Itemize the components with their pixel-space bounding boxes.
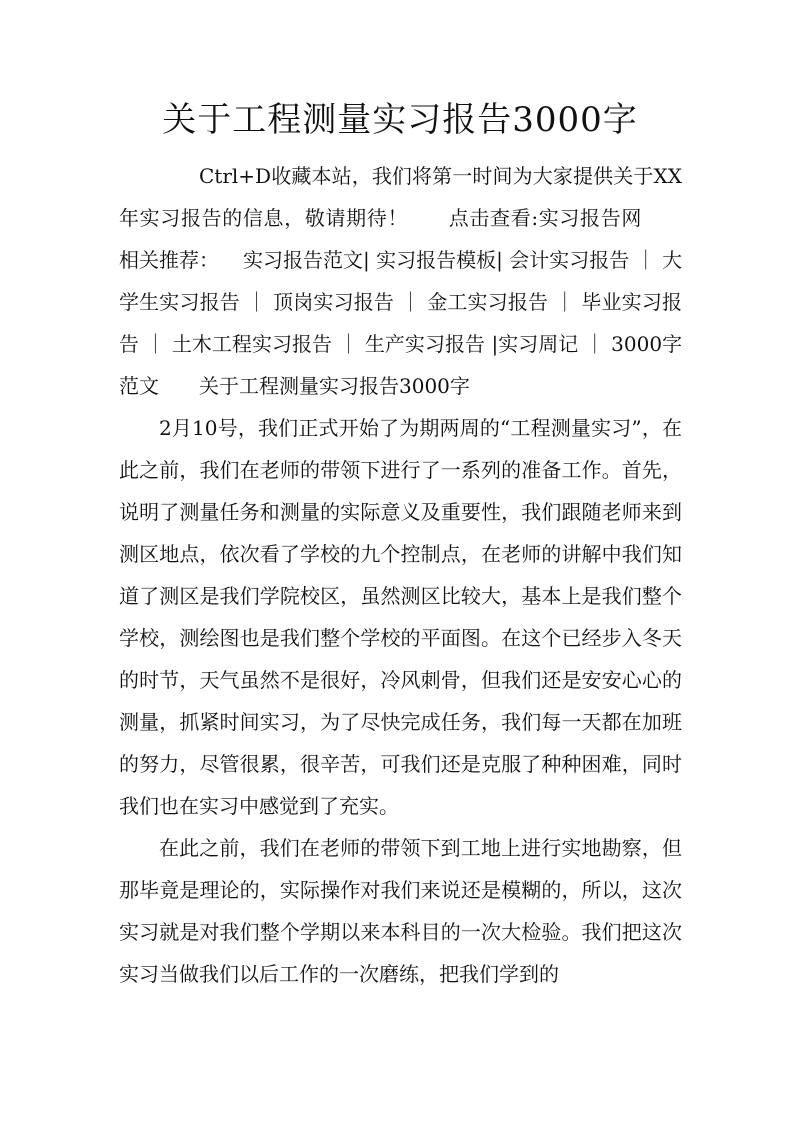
related-link[interactable]: 实习周记	[498, 332, 579, 356]
related-link[interactable]: 3000字范文	[119, 332, 683, 398]
related-link[interactable]: 生产实习报告	[364, 332, 486, 356]
separator: ｜	[635, 248, 656, 272]
related-link[interactable]: 金工实习报告	[427, 290, 549, 314]
related-link[interactable]: 毕业实习报告	[119, 290, 682, 356]
related-label: 相关推荐：	[119, 248, 220, 272]
view-link[interactable]: 实习报告网	[538, 206, 643, 230]
separator: ｜	[338, 332, 359, 356]
related-link[interactable]: 顶岗实习报告	[273, 290, 395, 314]
separator: ｜	[246, 290, 267, 314]
body-paragraph: 在此之前，我们在老师的带领下到工地上进行实地勘察，但那毕竟是理论的，实际操作对我们来说还是模糊的，所以，这次实习就是对我们整个学期以来本科目的一次大检验。我们把这次实习当做我们以后工作的一次磨练，把我们学到的	[119, 836, 682, 986]
separator: ｜	[584, 332, 605, 356]
related-link[interactable]: 土木工程实习报告	[171, 332, 333, 356]
separator: ｜	[554, 290, 575, 314]
separator: ｜	[145, 332, 166, 356]
separator: |	[363, 248, 370, 272]
related-link[interactable]: 会计实习报告	[509, 248, 630, 272]
related-link[interactable]: 实习报告模板	[376, 248, 497, 272]
body-paragraph: 2月10号，我们正式开始了为期两周的“工程测量实习”，在此之前，我们在老师的带领下进行了一系列的准备工作。首先，说明了测量任务和测量的实际意义及重要性，我们跟随老师来到测区地点，依次看了学校的九个控制点，在老师的讲解中我们知道了测区是我们学院校区，虽然测区比较大，基本上是我们整个学校，测绘图也是我们整个学校的平面图。在这个已经步入冬天的时节，天气虽然不是很好，冷风刺骨，但我们还是安安心心的测量，抓紧时间实习，为了尽快完成任务，我们每一天都在加班的努力，尽管很累，很辛苦，可我们还是克服了种种困难，同时我们也在实习中感觉到了充实。	[119, 416, 682, 818]
document-body	[119, 155, 682, 995]
bookmark-notice: Ctrl+D收藏本站，我们将第一时间为大家提供关于XX年实习报告的信息，敬请期待！	[119, 164, 682, 230]
intro-paragraph	[119, 155, 682, 407]
repeat-title: 关于工程测量实习报告3000字	[199, 374, 470, 398]
view-label: 点击查看:	[448, 206, 539, 230]
separator: |	[491, 332, 499, 356]
separator: ｜	[400, 290, 421, 314]
related-link[interactable]: 大学生实习报告	[119, 248, 683, 314]
related-link[interactable]: 实习报告范文	[243, 248, 364, 272]
document-title: 关于工程测量实习报告3000字	[162, 100, 638, 140]
separator: |	[496, 248, 503, 272]
